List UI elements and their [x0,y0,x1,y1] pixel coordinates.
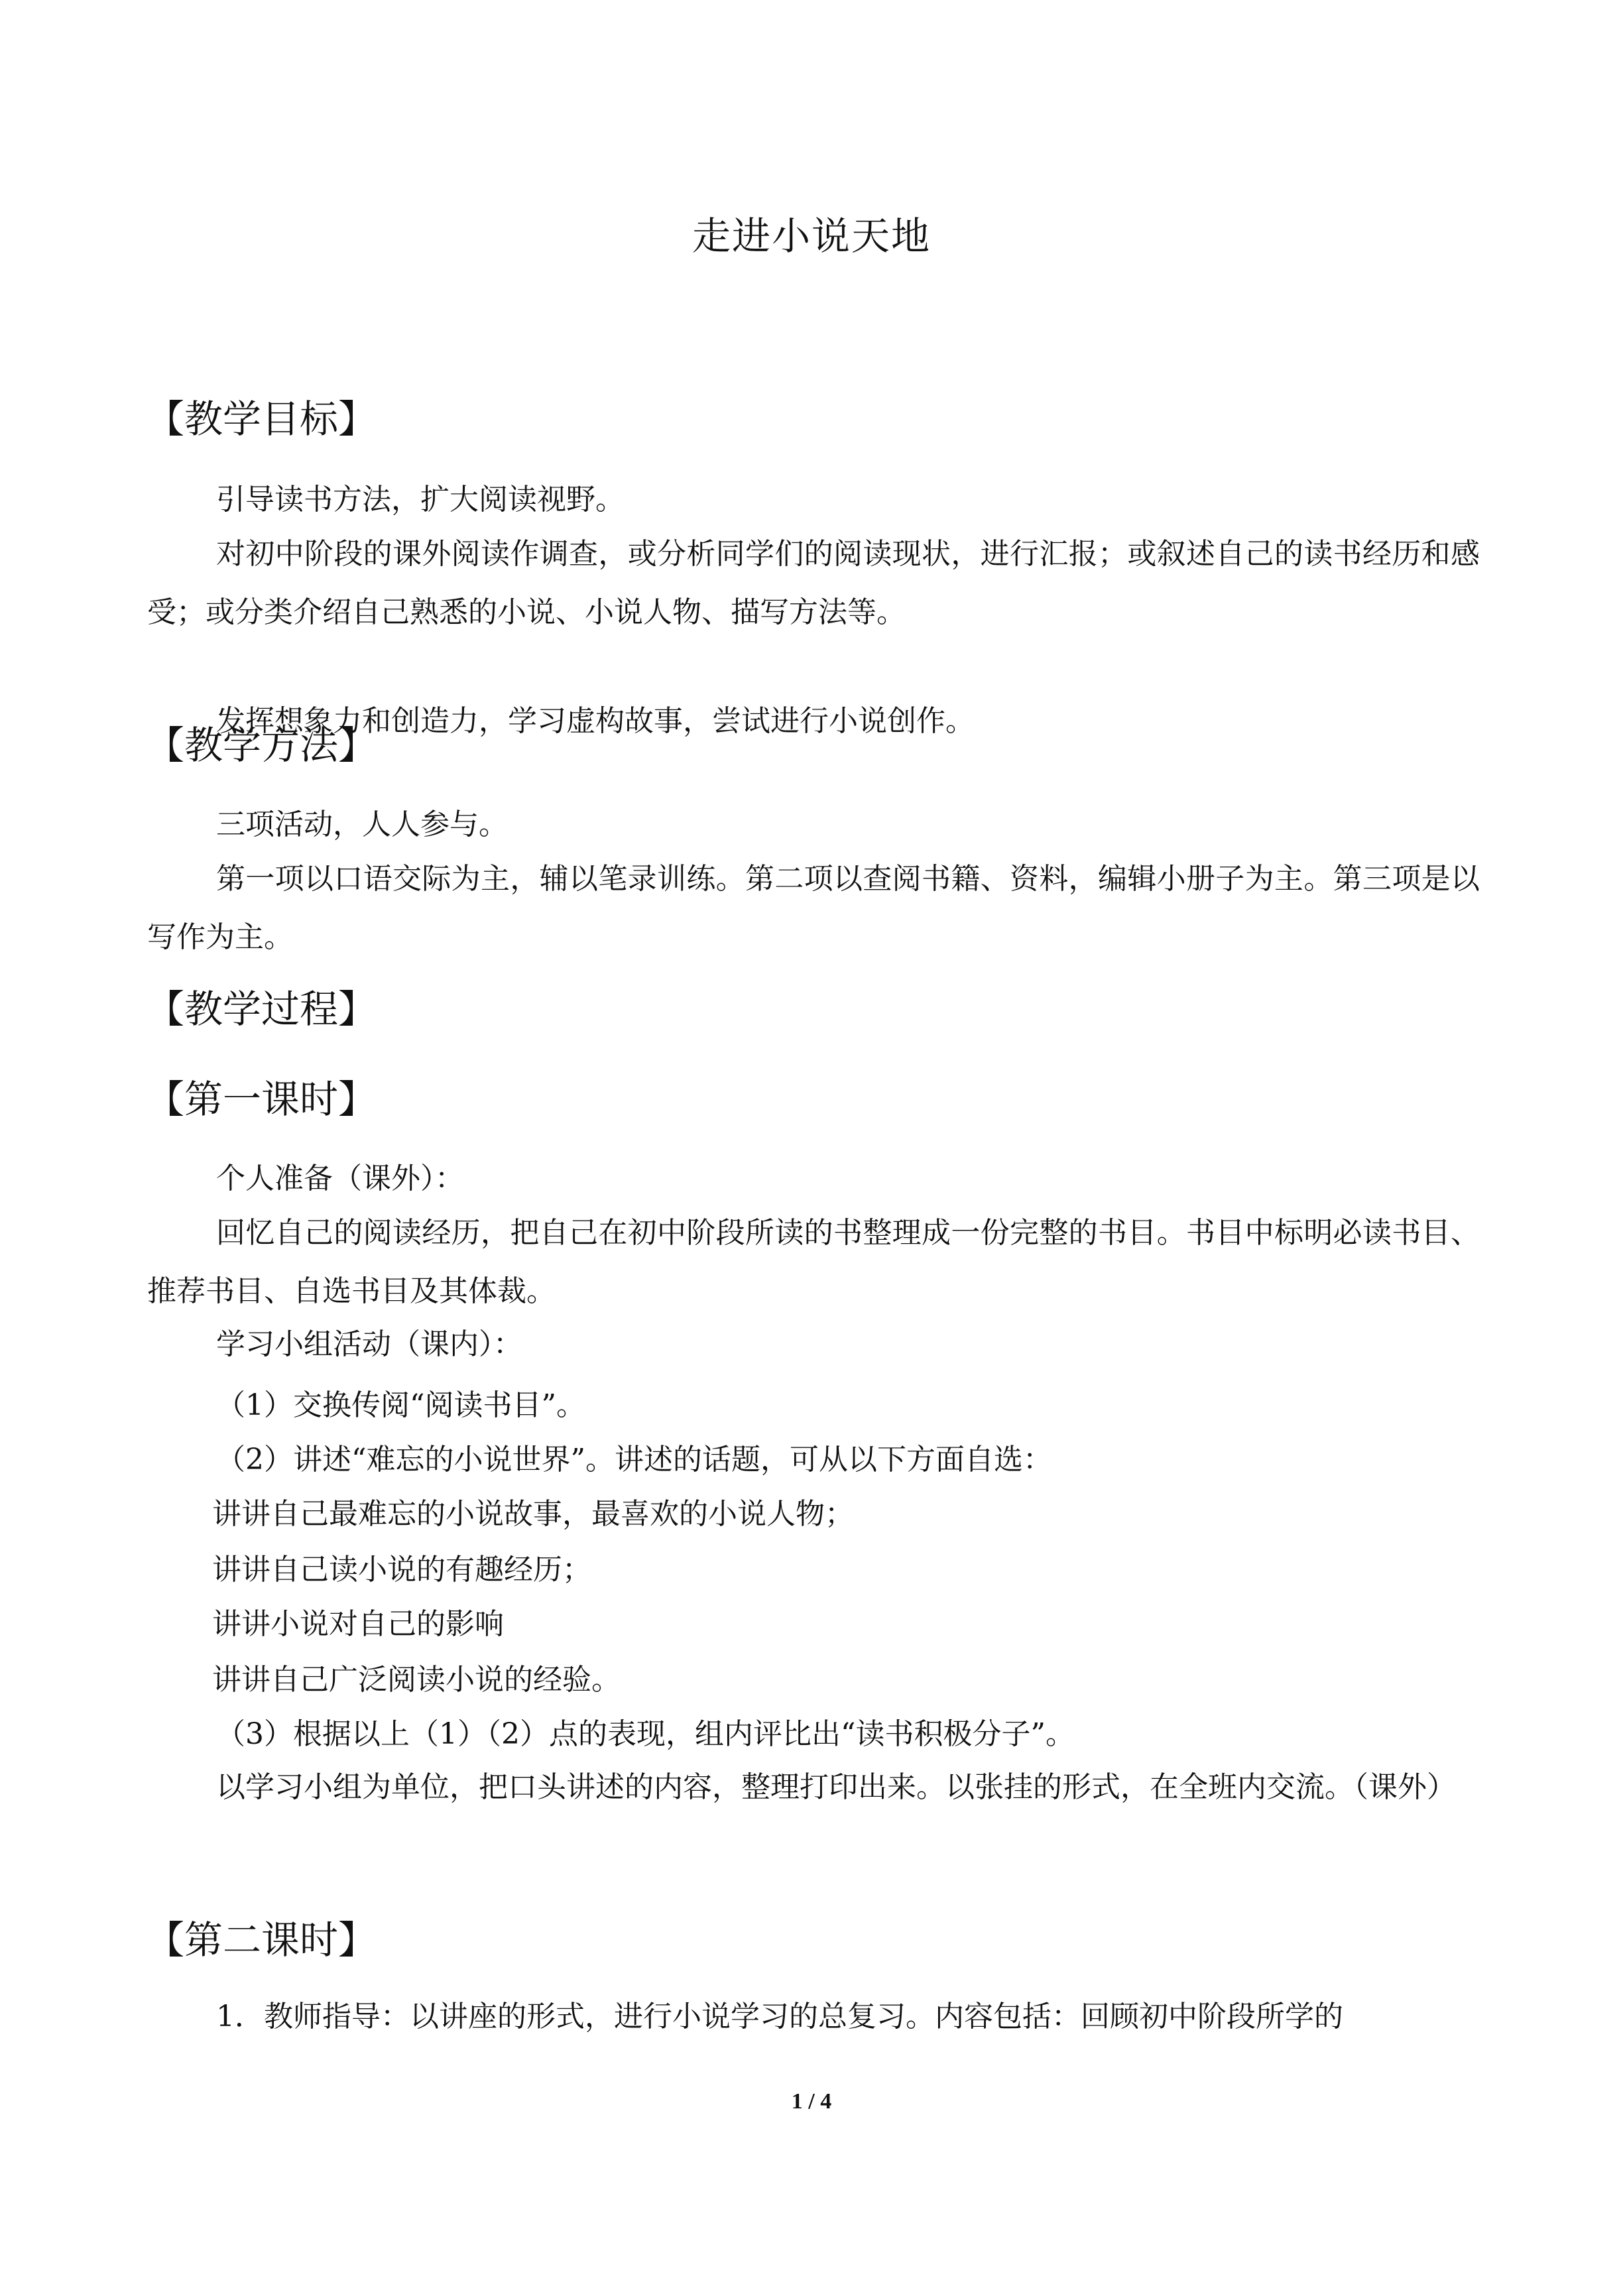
paragraph: 发挥想象力和创造力，学习虚构故事，尝试进行小说创作。 [216,704,975,738]
list-item: （1）交换传阅“阅读书目”。 [216,1388,585,1422]
paragraph: 个人准备（课外）： [216,1162,464,1195]
paragraph: 回忆自己的阅读经历，把自己在初中阶段所读的书整理成一份完整的书目。书目中标明必读书目、推荐书目、自选书目及其体裁。 [147,1216,1480,1308]
paragraph: 三项活动，人人参与。 [216,808,508,841]
list-item: 讲讲自己广泛阅读小说的经验。 [212,1663,621,1697]
section-heading-teaching-process: 【教学过程】 [146,987,377,1032]
list-item: 讲讲自己读小说的有趣经历； [212,1553,591,1587]
section-heading-lesson-one: 【第一课时】 [146,1077,377,1122]
section-heading-teaching-goals: 【教学目标】 [146,396,377,442]
section-heading-lesson-two: 【第二课时】 [146,1917,377,1963]
list-item: 讲讲小说对自己的影响 [212,1607,504,1641]
page-number: 1 / 4 [791,2089,832,2114]
list-item: （3）根据以上（1）（2）点的表现，组内评比出“读书积极分子”。 [216,1717,1075,1751]
list-item: 讲讲自己最难忘的小说故事，最喜欢的小说人物； [212,1497,854,1531]
paragraph: 学习小组活动（课内）： [216,1327,522,1361]
paragraph: 引导读书方法，扩大阅读视野。 [216,483,625,516]
paragraph: 以学习小组为单位，把口头讲述的内容，整理打印出来。以张挂的形式，在全班内交流。（课外） [216,1770,1456,1804]
section-heading-teaching-methods: 【教学方法】 [146,723,377,768]
document-title: 走进小说天地 [691,213,931,259]
paragraph: 第一项以口语交际为主，辅以笔录训练。第二项以查阅书籍、资料，编辑小册子为主。第三项是以写作为主。 [147,862,1480,954]
paragraph: 1．教师指导：以讲座的形式，进行小说学习的总复习。内容包括：回顾初中阶段所学的 [216,2000,1343,2033]
paragraph: 对初中阶段的课外阅读作调查，或分析同学们的阅读现状，进行汇报；或叙述自己的读书经历和感受；或分类介绍自己熟悉的小说、小说人物、描写方法等。 [147,537,1480,629]
list-item: （2）讲述“难忘的小说世界”。讲述的话题，可从以下方面自选： [216,1443,1052,1477]
